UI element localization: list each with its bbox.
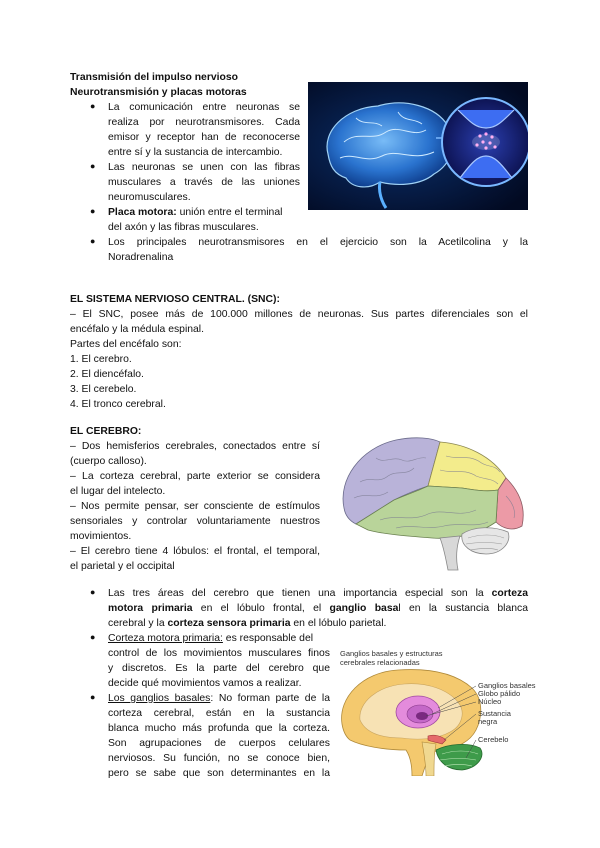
snc-list-item: 3. El cerebelo. xyxy=(70,384,137,395)
brain-lobes-image xyxy=(336,430,532,572)
bold-term: Placa motora: xyxy=(108,207,177,218)
areas-line xyxy=(108,601,528,616)
areas-text: cerebral y la xyxy=(108,618,168,629)
ganglios-line: Son agrupaciones de cuerpos celulares xyxy=(108,738,330,749)
snc-line: Partes del encéfalo son: xyxy=(70,339,182,350)
bold-term: motora primaria xyxy=(108,603,193,614)
cerebro-line: sensoriales y controlar voluntariamente nuestros xyxy=(70,516,320,527)
figure-label: Cerebelo xyxy=(478,735,509,744)
corteza-title: Corteza motora primaria: xyxy=(108,633,223,644)
basal-ganglia-image xyxy=(336,646,546,776)
ganglios-text: : No forman parte de la xyxy=(210,693,330,704)
bullet-line: La comunicación entre neuronas se xyxy=(108,102,300,113)
cerebro-line: – Nos permite pensar, ser consciente de estímulos xyxy=(70,501,320,512)
cerebro-line: – El cerebro tiene 4 lóbulos: el frontal, el temporal, xyxy=(70,546,320,557)
figure-caption: cerebrales relacionadas xyxy=(340,658,420,667)
bullet-dot: ● xyxy=(90,236,96,246)
corteza-text: es responsable del xyxy=(222,633,314,644)
bullet-line: Los principales neurotransmisores en el ejercicio son la Acetilcolina y la xyxy=(108,237,528,248)
bullet-dot: ● xyxy=(90,161,96,171)
bullet-dot: ● xyxy=(90,101,96,111)
cerebro-line: el parietal y el occipital xyxy=(70,561,175,572)
ganglios-line: corteza cerebral, están en la sustancia xyxy=(108,708,330,719)
bullet-line xyxy=(108,205,282,220)
bullet-line: realiza por neurotransmisores. Cada xyxy=(108,117,300,128)
areas-text: l en la sustancia blanca xyxy=(398,603,529,614)
cerebro-line: (cuerpo calloso). xyxy=(70,456,147,467)
bullet-line: del axón y las fibras musculares. xyxy=(108,222,259,233)
bullet-dot: ● xyxy=(90,692,96,702)
corteza-line: control de los movimientos musculares finos xyxy=(108,648,330,659)
figure-label: Globo pálido xyxy=(478,689,521,698)
bullet-line: Las neuronas se unen con las fibras xyxy=(108,162,300,173)
corteza-line xyxy=(108,631,313,646)
cerebro-line: – Dos hemisferios cerebrales, conectados entre sí xyxy=(70,441,320,452)
snc-list-item: 2. El diencéfalo. xyxy=(70,369,144,380)
corteza-line: y discretos. Es la parte del cerebro que xyxy=(108,663,330,674)
snc-line: – El SNC, posee más de 100.000 millones de neuronas. Sus partes diferenciales son el xyxy=(70,309,528,320)
areas-text: Las tres áreas del cerebro que tienen una importancia especial son la xyxy=(108,588,492,599)
snc-title: EL SISTEMA NERVIOSO CENTRAL. (SNC): xyxy=(70,294,280,305)
bold-term: corteza xyxy=(491,588,528,599)
bold-term: ganglio basa xyxy=(329,603,399,614)
bullet-text: unión entre el terminal xyxy=(176,207,283,218)
bullet-dot: ● xyxy=(90,632,96,642)
bullet-line: emisor y receptor han de reconocerse xyxy=(108,132,300,143)
figure-label: Ganglios basales xyxy=(478,681,536,690)
brain-synapse-image xyxy=(308,82,528,210)
ganglios-line: blanca mucho más profunda que la corteza. xyxy=(108,723,330,734)
ganglios-line: nerviosos. Su función, no se conoce bien, xyxy=(108,753,330,764)
figure-label: negra xyxy=(478,717,498,726)
areas-line xyxy=(108,616,386,631)
bullet-line: musculares a través de las uniones xyxy=(108,177,300,188)
ganglios-line: pero se sabe que son determinantes en la xyxy=(108,768,330,779)
cerebro-title: EL CEREBRO: xyxy=(70,426,142,437)
snc-list-item: 4. El tronco cerebral. xyxy=(70,399,166,410)
bullet-line: neuromusculares. xyxy=(108,192,191,203)
section-subheading: Neurotransmisión y placas motoras xyxy=(70,87,247,98)
areas-text: en el lóbulo frontal, el xyxy=(192,603,330,614)
ganglios-title: Los ganglios basales xyxy=(108,693,211,704)
bullet-line: Noradrenalina xyxy=(108,252,174,263)
bullet-dot: ● xyxy=(90,587,96,597)
cerebro-line: el lugar del intelecto. xyxy=(70,486,166,497)
snc-list-item: 1. El cerebro. xyxy=(70,354,132,365)
section-heading: Transmisión del impulso nervioso xyxy=(70,72,239,83)
areas-text: en el lóbulo parietal. xyxy=(290,618,387,629)
figure-caption: Ganglios basales y estructuras xyxy=(340,649,443,658)
corteza-line: decide qué movimientos vamos a realizar. xyxy=(108,678,302,689)
ganglios-line xyxy=(108,691,330,706)
areas-line xyxy=(108,586,528,601)
snc-line: encéfalo y la médula espinal. xyxy=(70,324,205,335)
bold-term: corteza sensora primaria xyxy=(167,618,291,629)
bullet-dot: ● xyxy=(90,206,96,216)
bullet-line: entre sí y la sustancia de intercambio. xyxy=(108,147,283,158)
figure-label: Sustancia xyxy=(478,709,511,718)
figure-label: Núcleo xyxy=(478,697,502,706)
cerebro-line: – La corteza cerebral, parte exterior se considera xyxy=(70,471,320,482)
cerebro-line: movimientos. xyxy=(70,531,132,542)
